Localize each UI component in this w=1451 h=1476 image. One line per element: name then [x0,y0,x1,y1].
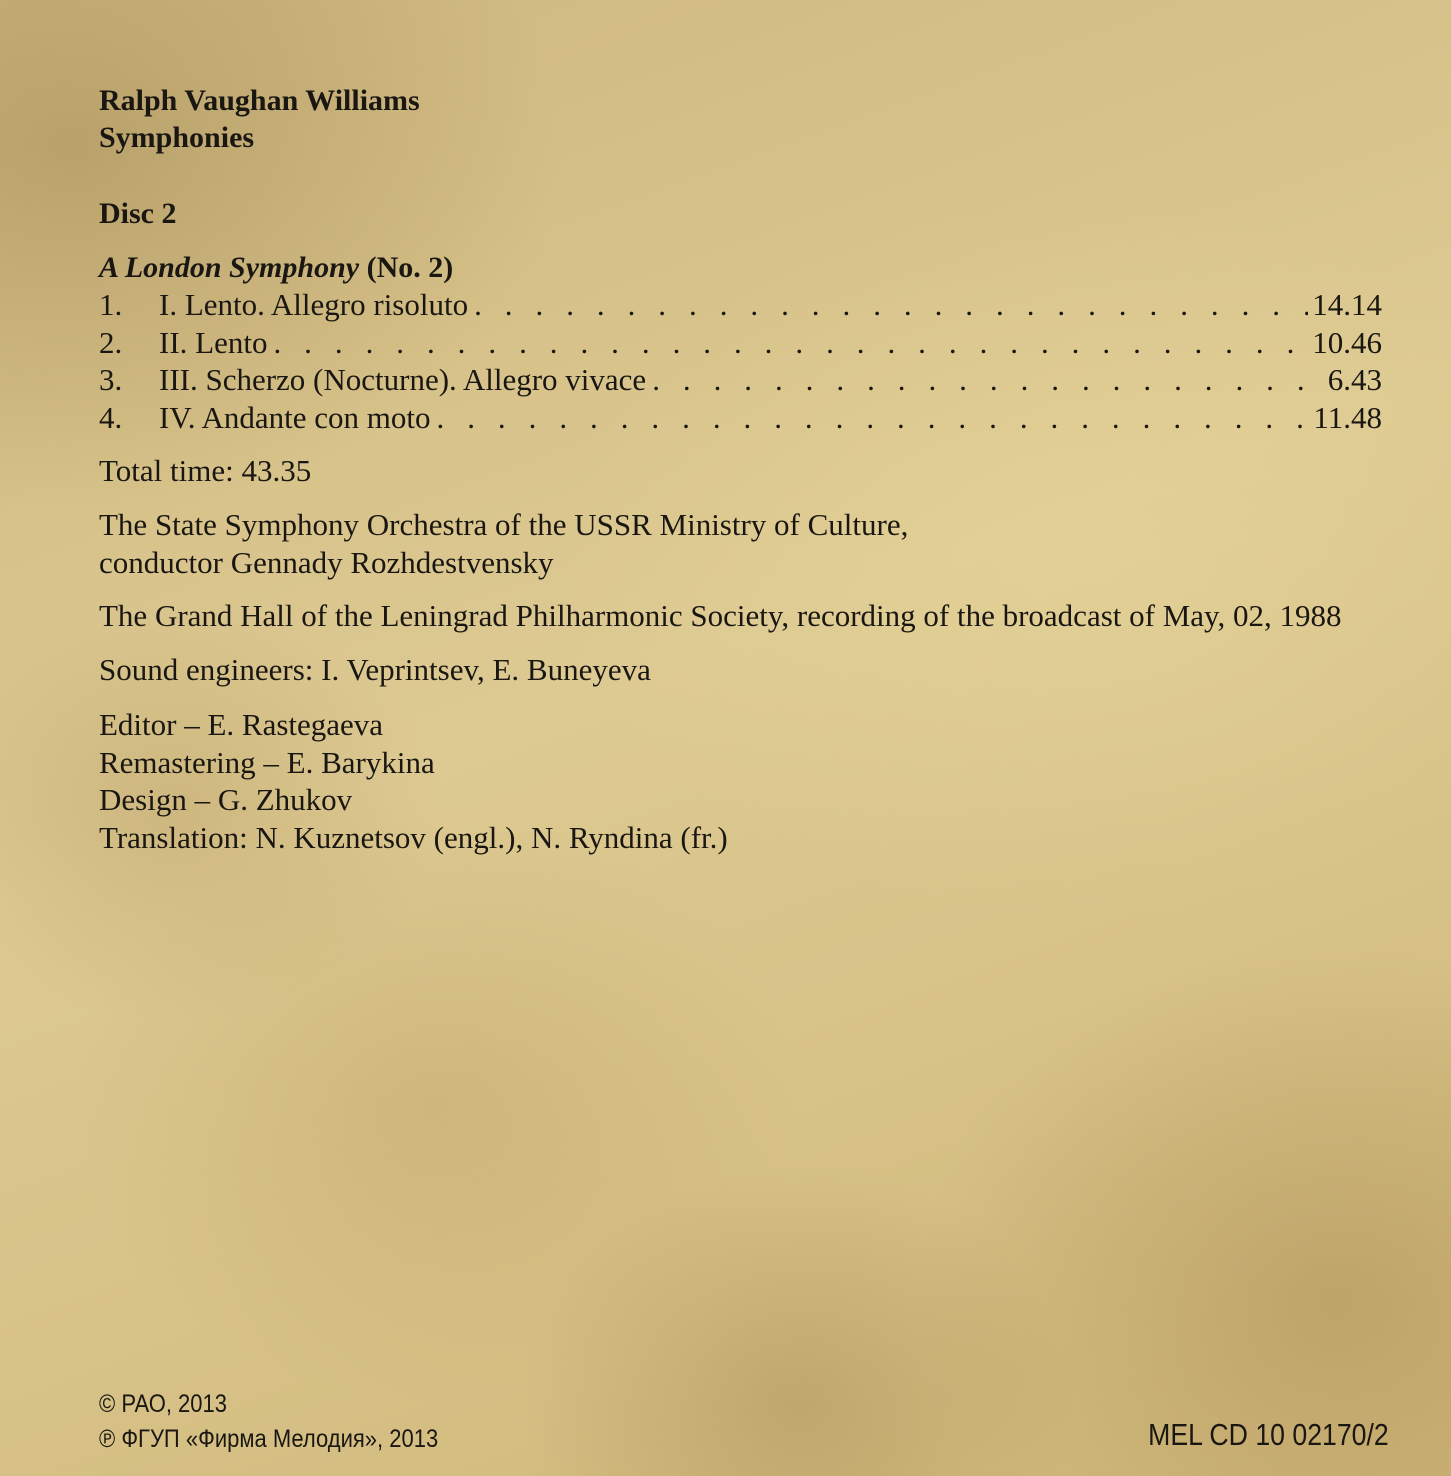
work-title: A London Symphony [99,251,360,284]
track-row [99,286,1382,324]
track-number: 4. [99,399,123,435]
performers [99,506,908,581]
dot-leader [474,286,1308,324]
header [99,82,420,156]
track-title: II. Lento [159,324,268,360]
track-number: 1. [99,287,123,322]
track-title: IV. Andante con moto [159,399,431,435]
track-number: 3. [99,362,123,397]
phonogram-line: ℗ ФГУП «Фирма Мелодия», 2013 [99,1425,439,1453]
track-list [99,286,1382,436]
composer-name: Ralph Vaughan Williams [99,84,420,117]
track-duration: 10.46 [1312,324,1382,360]
track-number: 2. [99,324,123,360]
track-duration: 6.43 [1327,362,1382,397]
dot-leader [652,361,1324,399]
track-row [99,324,1382,362]
disc-label: Disc 2 [99,197,177,230]
credit-line: Translation: N. Kuznetsov (engl.), N. Ryndina (fr.) [99,819,728,855]
total-time: Total time: 43.35 [99,453,312,488]
track-row [99,361,1382,399]
track-title: I. Lento. Allegro risoluto [159,287,469,322]
track-duration: 14.14 [1312,287,1382,322]
copyright-line: © РАО, 2013 [99,1390,227,1418]
album-title: Symphonies [99,121,255,154]
recording-venue: The Grand Hall of the Leningrad Philharmonic Society, recording of the broadcast of May, 02, 1988 [99,598,1342,633]
work-heading [99,249,453,286]
track-duration: 11.48 [1313,399,1382,435]
dot-leader [273,324,1308,362]
sound-engineers: Sound engineers: I. Veprintsev, E. Buneyeva [99,652,651,687]
orchestra-line: The State Symphony Orchestra of the USSR Ministry of Culture, [99,507,909,542]
catalog-number: MEL CD 10 02170/2 [1148,1417,1389,1452]
credits [99,706,728,856]
track-title: III. Scherzo (Nocturne). Allegro vivace [159,362,647,397]
work-number: (No. 2) [366,251,454,284]
dot-leader [437,399,1310,437]
copyright-notice [99,1387,438,1457]
credit-line: Remastering – E. Barykina [99,744,435,780]
conductor-line: conductor Gennady Rozhdestvensky [99,544,554,580]
credit-line: Editor – E. Rastegaeva [99,707,384,742]
credit-line: Design – G. Zhukov [99,782,353,817]
track-row [99,399,1382,437]
